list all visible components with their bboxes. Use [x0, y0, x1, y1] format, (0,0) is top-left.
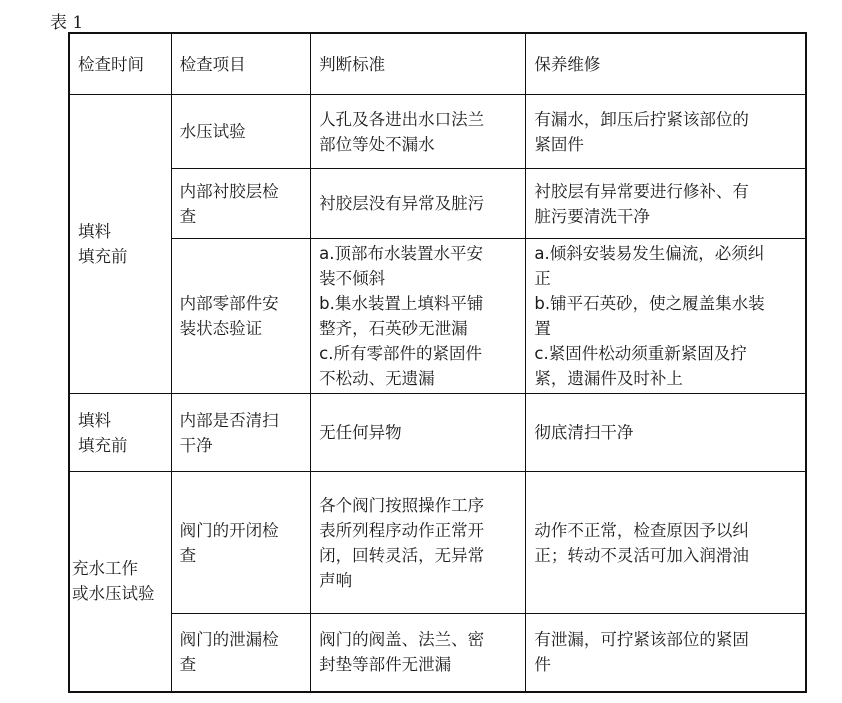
criteria-line: 闭，回转灵活，无异常 — [319, 545, 485, 565]
criteria-cell — [311, 239, 526, 394]
header-maintenance: 保养维修 — [526, 33, 806, 95]
criteria-line: c.所有零部件的紧固件 — [319, 344, 482, 363]
maintenance-cell — [526, 614, 806, 692]
criteria-line: 封垫等部件无泄漏 — [319, 655, 452, 675]
item-line: 内部衬胶层检 — [179, 181, 279, 201]
maintenance-line: b.铺平石英砂，使之履盖集水装 — [534, 294, 765, 313]
criteria-line: b.集水装置上填料平铺 — [319, 294, 484, 313]
item-line: 装状态验证 — [179, 319, 263, 338]
maintenance-cell — [526, 394, 806, 472]
item-line: 内部零部件安 — [179, 294, 279, 313]
criteria-line: 人孔及各进出水口法兰 — [319, 109, 485, 129]
maintenance-line: 置 — [534, 319, 551, 338]
time-line: 或水压试验 — [72, 584, 155, 604]
inspection-table — [68, 32, 807, 693]
maintenance-line: 衬胶层有异常要进行修补、有 — [534, 181, 749, 201]
maintenance-line: 动作不正常，检查原因予以纠 — [534, 520, 749, 540]
criteria-cell — [311, 472, 526, 614]
maintenance-cell — [526, 95, 806, 169]
time-cell — [69, 472, 171, 692]
maintenance-line: 紧，遗漏件及时补上 — [534, 369, 683, 388]
time-line: 充水工作 — [72, 559, 138, 579]
table-row — [69, 472, 806, 614]
table-caption: 表 1 — [50, 13, 84, 33]
criteria-cell — [311, 394, 526, 472]
criteria-line: 各个阀门按照操作工序 — [319, 495, 485, 515]
item-cell — [171, 169, 310, 239]
item-cell — [171, 95, 310, 169]
header-item: 检查项目 — [171, 33, 310, 95]
item-line: 阀门的泄漏检 — [179, 630, 279, 650]
maintenance-cell — [526, 472, 806, 614]
maintenance-line: a.倾斜安装易发生偏流，必须纠 — [534, 244, 765, 263]
maintenance-cell — [526, 169, 806, 239]
maintenance-line: 有漏水，卸压后拧紧该部位的 — [534, 109, 749, 129]
maintenance-line: 正 — [534, 269, 551, 288]
time-line: 填充前 — [78, 247, 128, 266]
header-row — [69, 33, 806, 95]
criteria-cell — [311, 614, 526, 692]
item-line: 内部是否清扫 — [179, 410, 279, 430]
criteria-line: 装不倾斜 — [319, 269, 386, 288]
criteria-line: 部位等处不漏水 — [319, 134, 435, 154]
item-cell — [171, 239, 310, 394]
maintenance-line: 有泄漏，可拧紧该部位的紧固 — [534, 630, 749, 650]
table-row — [69, 394, 806, 472]
criteria-line: 衬胶层没有异常及脏污 — [319, 194, 485, 213]
criteria-line: 阀门的阀盖、法兰、密 — [319, 630, 485, 650]
maintenance-line: 件 — [534, 655, 551, 675]
table-row — [69, 95, 806, 169]
header-criteria: 判断标准 — [311, 33, 526, 95]
maintenance-line: 正；转动不灵活可加入润滑油 — [534, 545, 749, 565]
criteria-line: a.顶部布水装置水平安 — [319, 244, 483, 263]
time-line: 填充前 — [78, 435, 128, 455]
time-cell — [69, 95, 171, 394]
criteria-line: 声响 — [319, 570, 353, 590]
header-time: 检查时间 — [69, 33, 171, 95]
criteria-cell — [311, 169, 526, 239]
criteria-line: 表所列程序动作正常开 — [319, 520, 485, 540]
time-line: 填料 — [78, 410, 111, 430]
item-cell — [171, 394, 310, 472]
item-cell — [171, 472, 310, 614]
item-line: 干净 — [179, 435, 213, 455]
table-row — [69, 614, 806, 692]
table-row — [69, 239, 806, 394]
item-line: 查 — [179, 655, 197, 675]
criteria-cell — [311, 95, 526, 169]
item-cell — [171, 614, 310, 692]
criteria-line: 无任何异物 — [319, 423, 402, 442]
item-line: 查 — [179, 206, 197, 226]
maintenance-line: 紧固件 — [534, 134, 584, 154]
time-cell — [69, 394, 171, 472]
maintenance-line: c.紧固件松动须重新紧固及拧 — [534, 344, 747, 363]
item-line: 查 — [179, 545, 197, 565]
table-row — [69, 169, 806, 239]
maintenance-line: 脏污要清洗干净 — [534, 206, 650, 226]
item-line: 水压试验 — [179, 122, 246, 141]
time-line: 填料 — [78, 222, 111, 241]
item-line: 阀门的开闭检 — [179, 520, 279, 540]
criteria-line: 整齐，石英砂无泄漏 — [319, 319, 468, 338]
maintenance-cell — [526, 239, 806, 394]
criteria-line: 不松动、无遗漏 — [319, 369, 435, 388]
maintenance-line: 彻底清扫干净 — [534, 423, 634, 442]
